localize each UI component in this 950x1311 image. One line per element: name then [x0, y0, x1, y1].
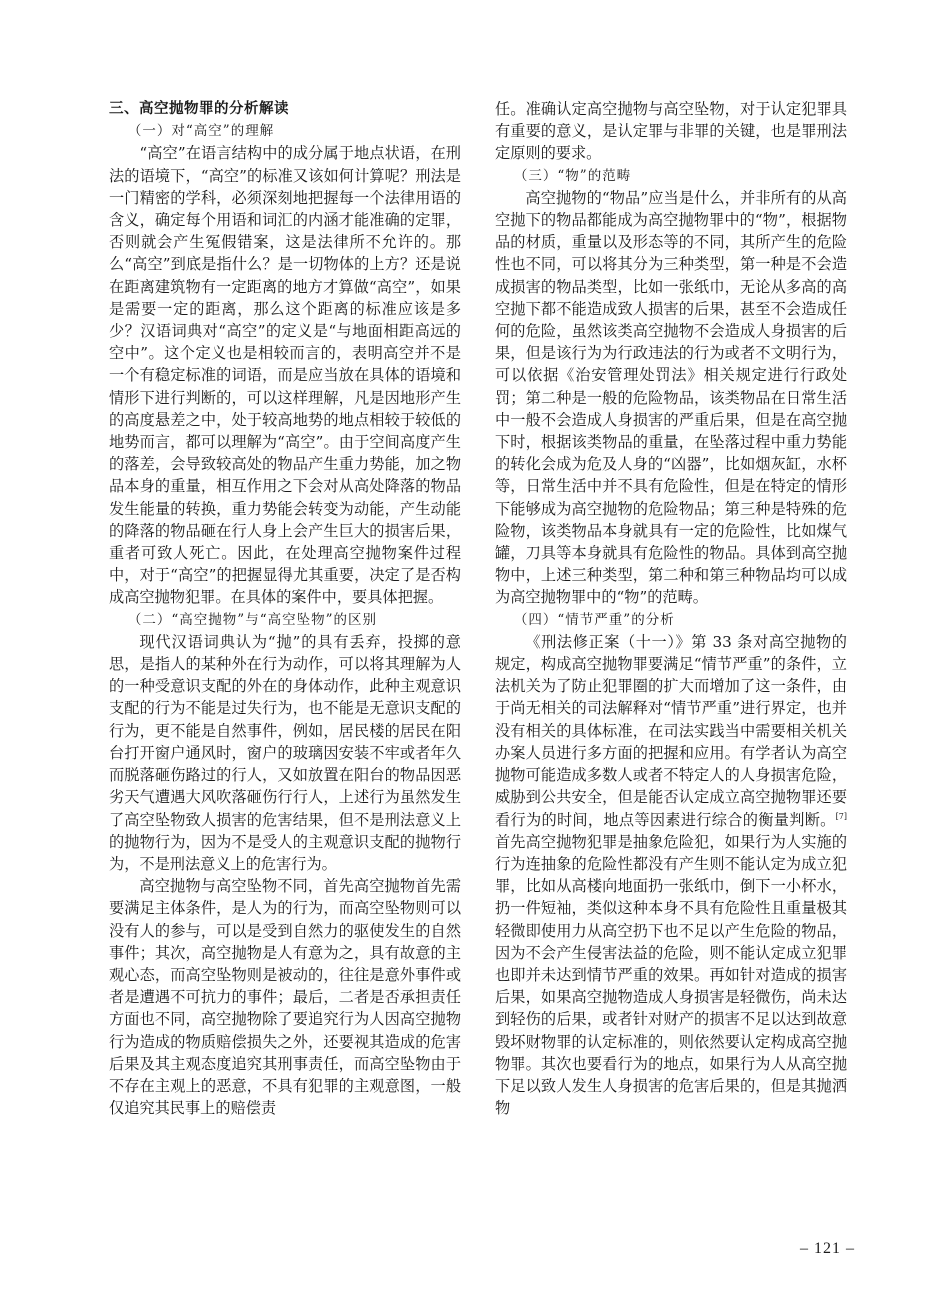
- paragraph-5: [495, 631, 847, 1119]
- paragraph-5-part-a: 《刑法修正案（十一）》第 33 条对高空抛物的规定，构成高空抛物罪要满足“情节严重”的条件，立法机关为了防止犯罪圈的扩大而增加了这一条件，由于尚无相关的司法解释对“情节严重”进行界定，也并没有相关的具体标准，在司法实践当中需要相关机关办案人员进行多方面的把握和应用。有学者认为高空抛物可能造成多数人或者不特定人的人身损害危险，威胁到公共安全，但是能否认定成立高空抛物罪还要看行为的时间，地点等因素进行综合的衡量判断。: [495, 632, 847, 829]
- left-column: [109, 98, 461, 1119]
- paragraph-5-part-b: 首先高空抛物犯罪是抽象危险犯，如果行为人实施的行为连抽象的危险性都没有产生则不能认定为成立犯罪，比如从高楼向地面扔一张纸巾，倒下一小杯水，扔一件短袖，类似这种本身不具有危险性且重量极其轻微即使用力从高空扔下也不足以产生危险的物品，因为不会产生侵害法益的危险，则不能认定成立犯罪也即并未达到情节严重的效果。再如针对造成的损害后果，如果高空抛物造成人身损害是轻微伤，尚未达到轻伤的后果，或者针对财产的损害不足以达到故意毁坏财物罪的认定标准的，则依然要认定构成高空抛物罪。其次也要看行为的地点，如果行为人从高空抛下足以致人发生人身损害的危害后果的，但是其抛洒物: [495, 832, 847, 1118]
- subheading-4: （四）“情节严重”的分析: [513, 611, 675, 628]
- subheading-2: （二）“高空抛物”与“高空坠物”的区别: [127, 611, 377, 628]
- paragraph-3: 高空抛物与高空坠物不同，首先高空抛物首先需要满足主体条件，是人为的行为，而高空坠物则可以没有人的参与，可以是受到自然力的驱使发生的自然事件；其次，高空抛物是人有意为之，具有故意的主观心态，而高空坠物则是被动的，往往是意外事件或者是遭遇不可抗力的事件；最后，二者是否承担责任方面也不同，高空抛物除了要追究行为人因高空抛物行为造成的物质赔偿损失之外，还要视其造成的危害后果及其主观态度追究其刑事责任，而高空坠物由于不存在主观上的恶意，不具有犯罪的主观意图，一般仅追究其民事上的赔偿责: [109, 877, 461, 1118]
- right-column: [495, 98, 847, 1119]
- citation-reference: [7]: [835, 811, 847, 821]
- paragraph-4: 高空抛物的“物品”应当是什么，并非所有的从高空抛下的物品都能成为高空抛物罪中的“物”，根据物品的材质，重量以及形态等的不同，其所产生的危险性也不同，可以将其分为三种类型，第一种是不会造成损害的物品类型，比如一张纸巾，无论从多高的高空抛下都不能造成致人损害的后果，甚至不会造成任何的危险，虽然该类高空抛物不会造成人身损害的后果，但是该行为为行政违法的行为或者不文明行为，可以依据《治安管理处罚法》相关规定进行行政处罚；第二种是一般的危险物品，该类物品在日常生活中一般不会造成人身损害的严重后果，但是在高空抛下时，根据该类物品的重量，在坠落过程中重力势能的转化会成为危及人身的“凶器”，比如烟灰缸，水杯等，日常生活中并不具有危险性，但是在特定的情形下能够成为高空抛物的危险物品；第三种是特殊的危险物，该类物品本身就具有一定的危险性，比如煤气罐，刀具等本身就具有危险性的物品。具体到高空抛物中，上述三种类型，第二种和第三种物品均可以成为高空抛物罪中的“物”的范畴。: [495, 188, 847, 607]
- paragraph-2: 现代汉语词典认为“抛”的具有丢弃，投掷的意思，是指人的某种外在行为动作，可以将其理解为人的一种受意识支配的外在的身体动作，此种主观意识支配的行为不能是过失行为，也不能是无意识支配的行为，更不能是自然事件，例如，居民楼的居民在阳台打开窗户通风时，窗户的玻璃因安装不牢或者年久而脱落砸伤路过的行人，又如放置在阳台的物品因恶劣天气遭遇大风吹落砸伤行行人，上述行为虽然发生了高空坠物致人损害的危害结果，但不是刑法意义上的抛物行为，因为不是受人的主观意识支配的抛物行为，不是刑法意义上的危害行为。: [109, 632, 461, 873]
- paragraph-1: “高空”在语言结构中的成分属于地点状语，在刑法的语境下，“高空”的标准又该如何计算呢？刑法是一门精密的学科，必须深刻地把握每一个法律用语的含义，确定每个用语和词汇的内涵才能准确的定罪，否则就会产生冤假错案，这是法律所不允许的。那么“高空”到底是指什么？是一切物体的上方？还是说在距离建筑物有一定距离的地方才算做“高空”，如果是需要一定的距离，那么这个距离的标准应该是多少？汉语词典对“高空”的定义是“与地面相距高远的空中”。这个定义也是相较而言的，表明高空并不是一个有稳定标准的词语，而是应当放在具体的语境和情形下进行判断的，可以这样理解，凡是因地形产生的高度悬差之中，处于较高地势的地点相较于较低的地势而言，都可以理解为“高空”。由于空间高度产生的落差，会导致较高处的物品产生重力势能，加之物品本身的重量，相互作用之下会对从高处降落的物品发生能量的转换，重力势能会转变为动能，产生动能的降落的物品砸在行人身上会产生巨大的损害后果，重者可致人死亡。因此，在处理高空抛物案件过程中，对于“高空”的把握显得尤其重要，决定了是否构成高空抛物犯罪。在具体的案件中，要具体把握。: [109, 144, 461, 607]
- paragraph-3-continued: 任。准确认定高空抛物与高空坠物，对于认定犯罪具有重要的意义，是认定罪与非罪的关键，也是罪刑法定原则的要求。: [495, 100, 847, 163]
- page-number: – 121 –: [800, 1240, 855, 1257]
- subheading-3: （三）“物”的范畴: [513, 167, 632, 184]
- section-heading: 三、高空抛物罪的分析解读: [109, 101, 289, 117]
- subheading-1: （一）对“高空”的理解: [127, 123, 275, 140]
